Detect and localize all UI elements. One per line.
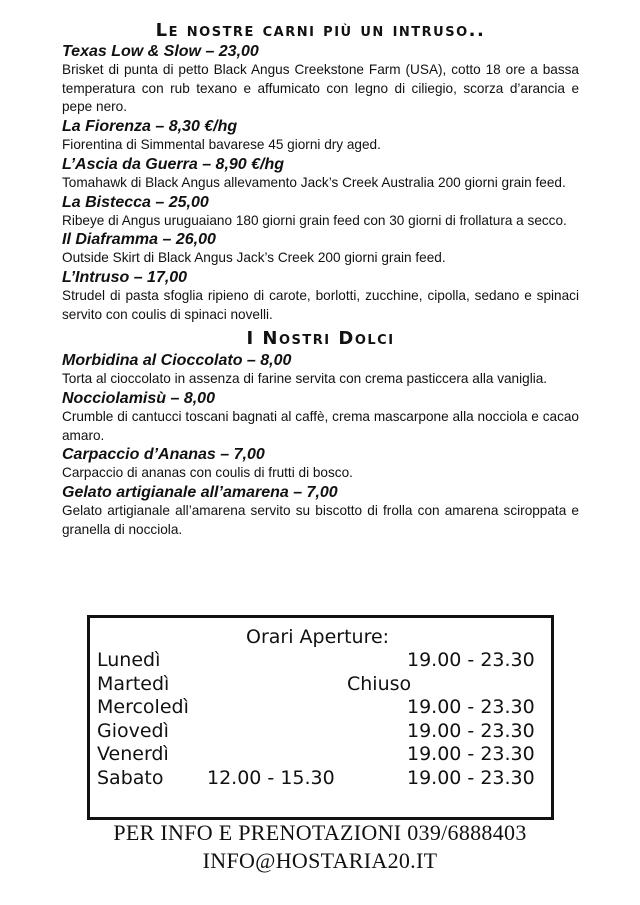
meats-section-title: Le nostre carni più un intruso.. xyxy=(155,20,486,41)
desserts-list xyxy=(62,351,579,539)
hours-day: Martedì xyxy=(97,672,170,695)
menu-item-name: Texas Low & Slow – 23,00 xyxy=(62,43,259,60)
menu-item-description: Tomahawk di Black Angus allevamento Jack’s Creek Australia 200 giorni grain feed. xyxy=(62,174,566,190)
menu-item-name: Carpaccio d’Ananas – 7,00 xyxy=(62,446,265,464)
menu-item xyxy=(62,155,579,193)
hours-evening: 19.00 - 23.30 xyxy=(407,649,535,671)
hours-closed: Chiuso xyxy=(347,672,412,695)
hours-midday: 12.00 - 15.30 xyxy=(207,766,335,789)
menu-item xyxy=(62,230,579,268)
menu-item xyxy=(62,268,579,324)
menu-item xyxy=(62,193,579,231)
menu xyxy=(62,20,579,540)
menu-item xyxy=(62,445,579,483)
menu-item-description: Strudel di pasta sfoglia ripieno di carote, borlotti, zucchine, cipolla, sedano e spinaci servito con coulis di spinaci novelli. xyxy=(62,287,579,322)
menu-item-name: La Fiorenza – 8,30 €/hg xyxy=(62,118,238,136)
menu-item-name: La Bistecca – 25,00 xyxy=(62,193,209,211)
hours-row xyxy=(97,649,547,672)
menu-item-description: Fiorentina di Simmental bavarese 45 giorni dry aged. xyxy=(62,137,381,153)
meats-list xyxy=(62,42,579,324)
desserts-section-title: I Nostri Dolci xyxy=(246,328,395,350)
hours-row xyxy=(97,673,547,696)
hours-row xyxy=(97,767,547,790)
opening-hours-title: Orari Aperture: xyxy=(246,626,390,648)
menu-item-description: Ribeye di Angus uruguaiano 180 giorni grain feed con 30 giorni di frollatura a secco. xyxy=(62,212,567,228)
hours-day: Venerdì xyxy=(97,743,169,765)
hours-evening: 19.00 - 23.30 xyxy=(407,719,535,742)
menu-item xyxy=(62,351,579,389)
hours-evening: 19.00 - 23.30 xyxy=(407,743,535,765)
menu-item-name: Il Diaframma – 26,00 xyxy=(62,231,216,249)
menu-item-description: Torta al cioccolato in assenza di farine servita con crema pasticcera alla vaniglia. xyxy=(62,371,548,387)
menu-item-name: L’Ascia da Guerra – 8,90 €/hg xyxy=(62,155,285,173)
hours-evening: 19.00 - 23.30 xyxy=(407,696,535,718)
menu-item-description: Carpaccio di ananas con coulis di frutti di bosco. xyxy=(62,465,353,481)
menu-item-description: Outside Skirt di Black Angus Jack’s Creek 200 giorni grain feed. xyxy=(62,250,446,266)
menu-item xyxy=(62,117,579,155)
menu-item-description: Brisket di punta di petto Black Angus Creekstone Farm (USA), cotto 18 ore a bassa temperatura con rub texano e affumicato con legno di ciliegio, scorza d’arancia e pepe nero. xyxy=(62,62,579,115)
menu-item-description: Gelato artigianale all’amarena servito su biscotto di frolla con amarena sciroppata e granella di nocciola. xyxy=(62,503,579,537)
menu-item-description: Crumble di cantucci toscani bagnati al caffè, crema mascarpone alla nocciola e cacao amaro. xyxy=(62,409,579,443)
menu-item xyxy=(62,42,579,117)
hours-day: Sabato xyxy=(97,766,164,789)
hours-evening: 19.00 - 23.30 xyxy=(407,766,535,789)
hours-row xyxy=(97,696,547,719)
hours-row xyxy=(97,720,547,743)
menu-item-name: Morbidina al Cioccolato – 8,00 xyxy=(62,352,292,370)
opening-hours-box xyxy=(87,615,554,820)
footer-info-phone: PER INFO E PRENOTAZIONI 039/6888403 xyxy=(113,820,527,845)
hours-row xyxy=(97,743,547,766)
menu-item xyxy=(62,389,579,445)
menu-item xyxy=(62,483,579,539)
hours-day: Mercoledì xyxy=(97,696,189,718)
menu-item-name: Nocciolamisù – 8,00 xyxy=(62,390,215,408)
footer-email: INFO@HOSTARIA20.IT xyxy=(202,848,438,873)
hours-day: Lunedì xyxy=(97,649,161,671)
menu-item-name: L’Intruso – 17,00 xyxy=(62,268,188,286)
hours-day: Giovedì xyxy=(97,719,169,742)
menu-item-name: Gelato artigianale all’amarena – 7,00 xyxy=(62,484,338,502)
